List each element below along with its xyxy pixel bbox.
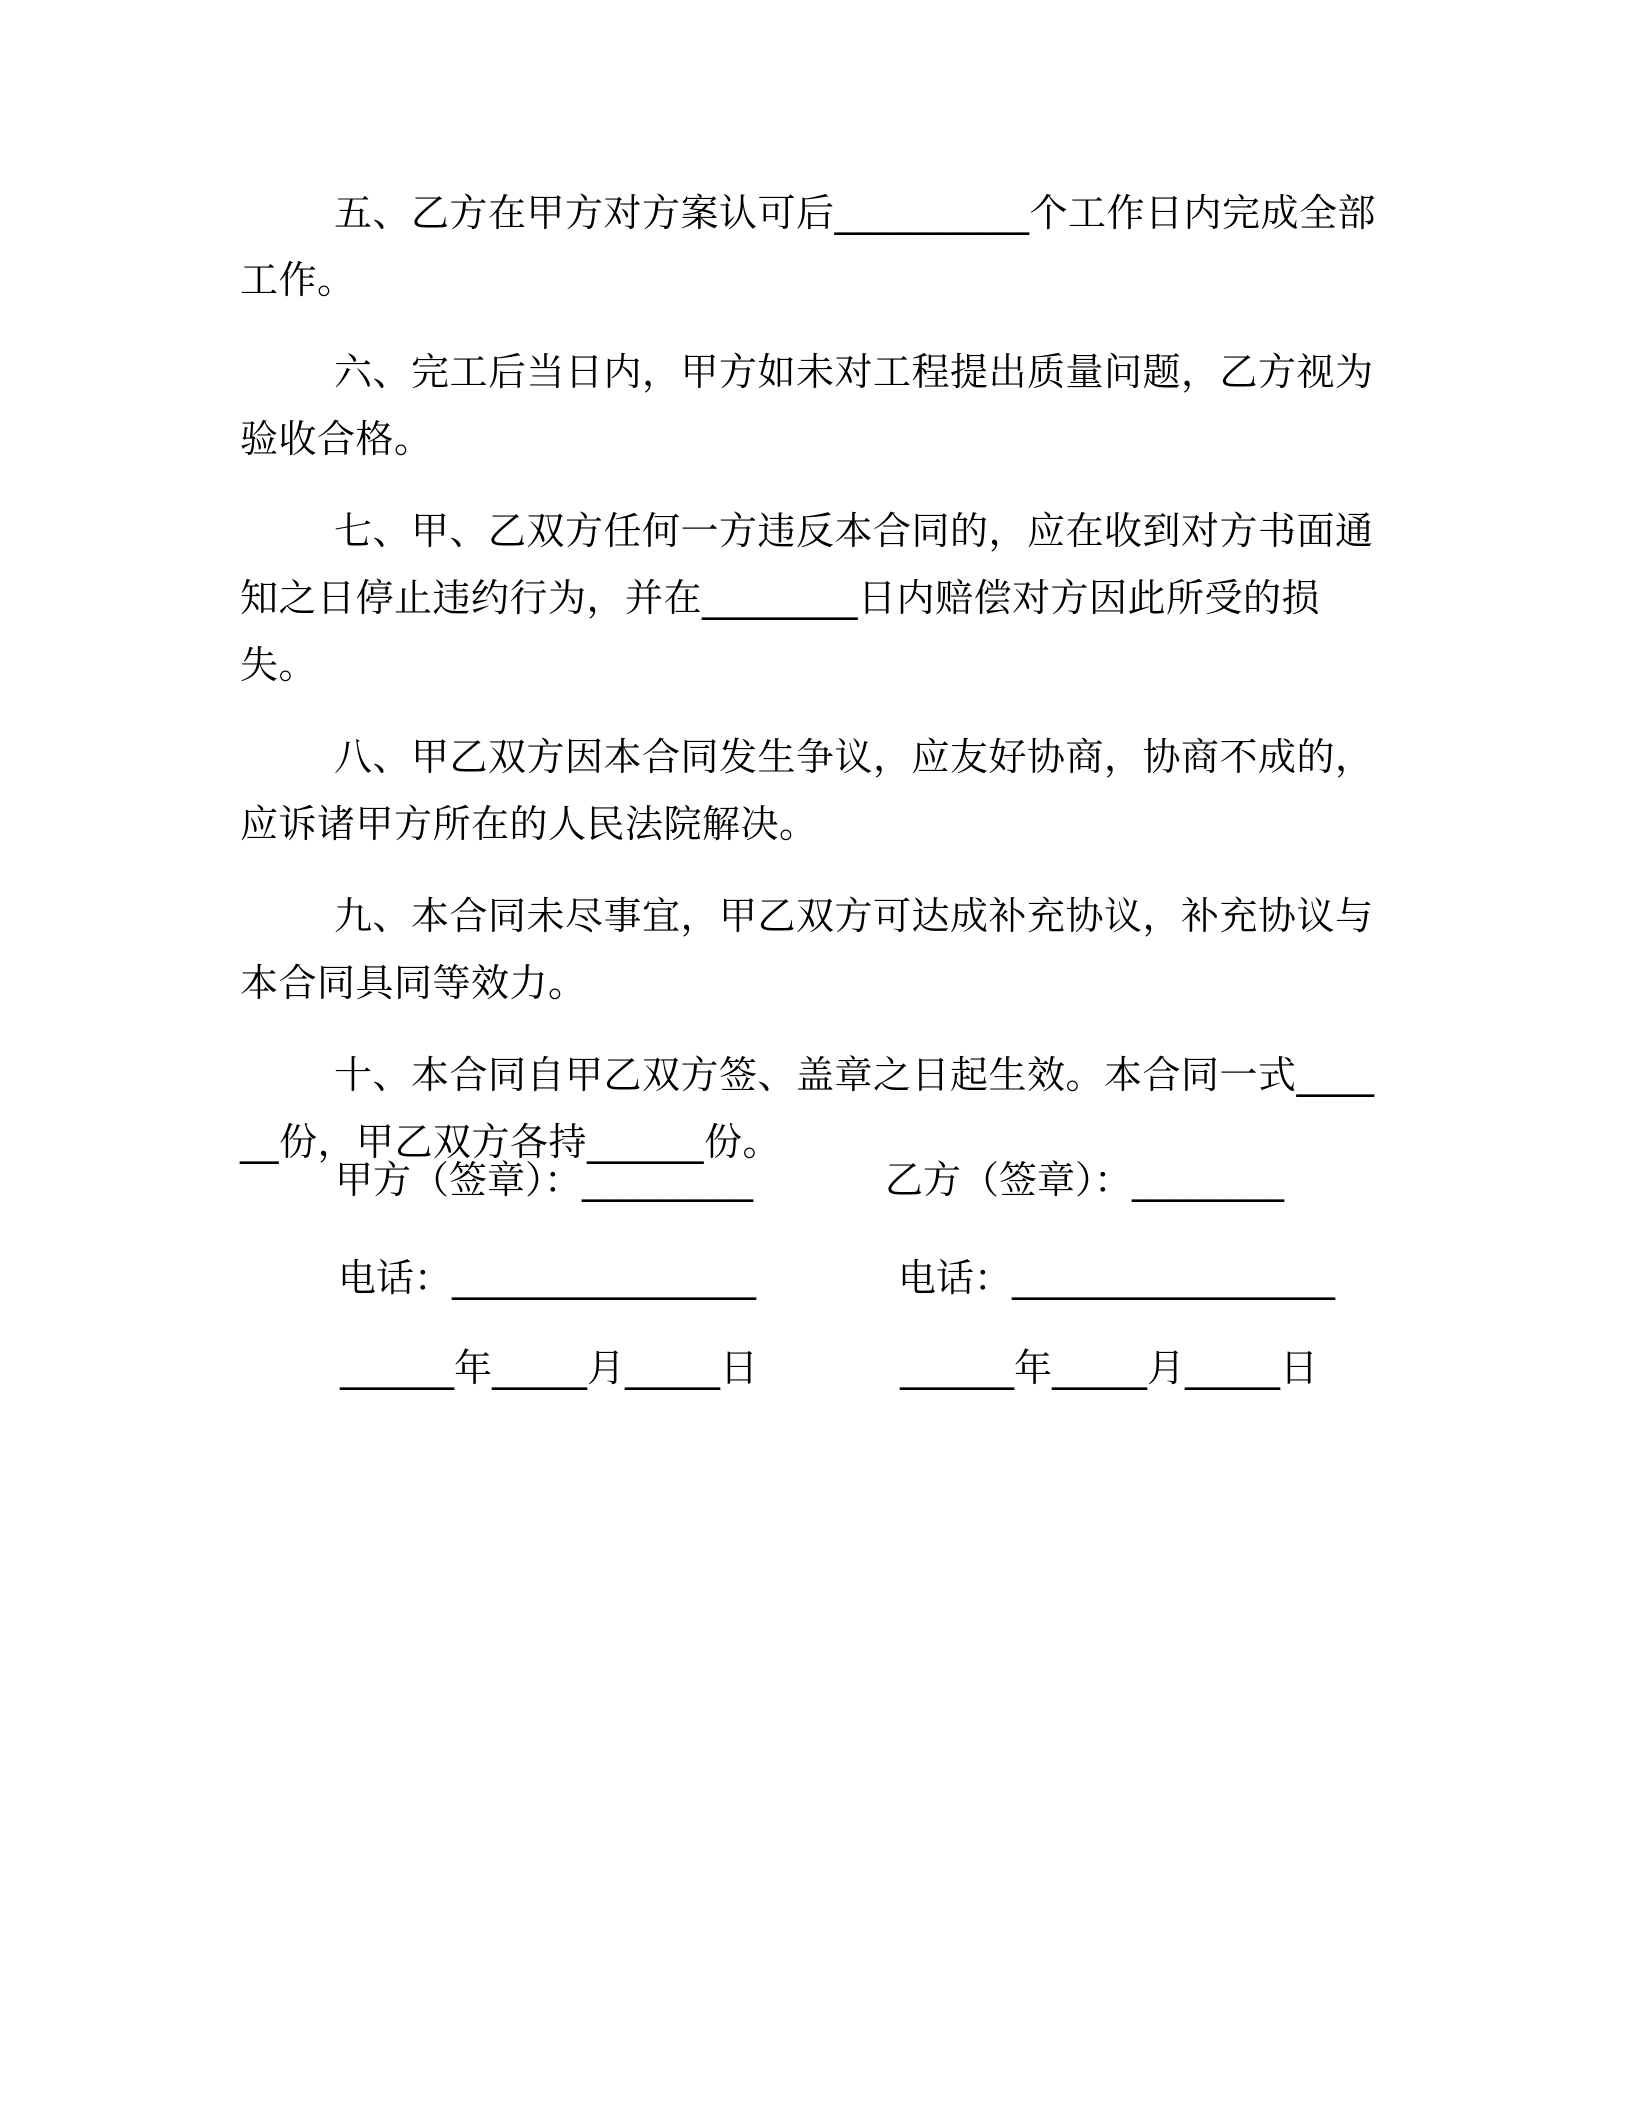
party-b-signature: 乙方（签章）：________ [885, 1158, 1285, 1202]
phone-row [338, 1248, 1478, 1308]
date-row [340, 1338, 1480, 1398]
clause-10: 十、本合同自甲乙双方签、盖章之日起生效。本合同一式______份，甲乙双方各持______份。 [240, 1053, 1375, 1164]
signature-row [335, 1150, 1475, 1210]
party-b-date: ______年_____月_____日 [900, 1346, 1319, 1390]
party-b-phone: 电话：_________________ [898, 1256, 1336, 1300]
clause-5: 五、乙方在甲方对方案认可后__________个工作日内完成全部工作。 [240, 191, 1377, 302]
clause-6: 六、完工后当日内，甲方如未对工程提出质量问题，乙方视为验收合格。 [240, 350, 1374, 461]
clause-8: 八、甲乙双方因本合同发生争议，应友好协商，协商不成的，应诉诸甲方所在的人民法院解决。 [240, 735, 1374, 846]
document-page [240, 180, 1380, 1201]
party-a-date: ______年_____月_____日 [340, 1346, 759, 1390]
clause-7: 七、甲、乙双方任何一方违反本合同的，应在收到对方书面通知之日停止违约行为，并在________日内赔偿对方因此所受的损失。 [240, 509, 1374, 687]
party-a-signature: 甲方（签章）：_________ [335, 1158, 754, 1202]
clause-9: 九、本合同未尽事宜，甲乙双方可达成补充协议，补充协议与本合同具同等效力。 [240, 894, 1374, 1005]
party-a-phone: 电话：________________ [338, 1256, 757, 1300]
